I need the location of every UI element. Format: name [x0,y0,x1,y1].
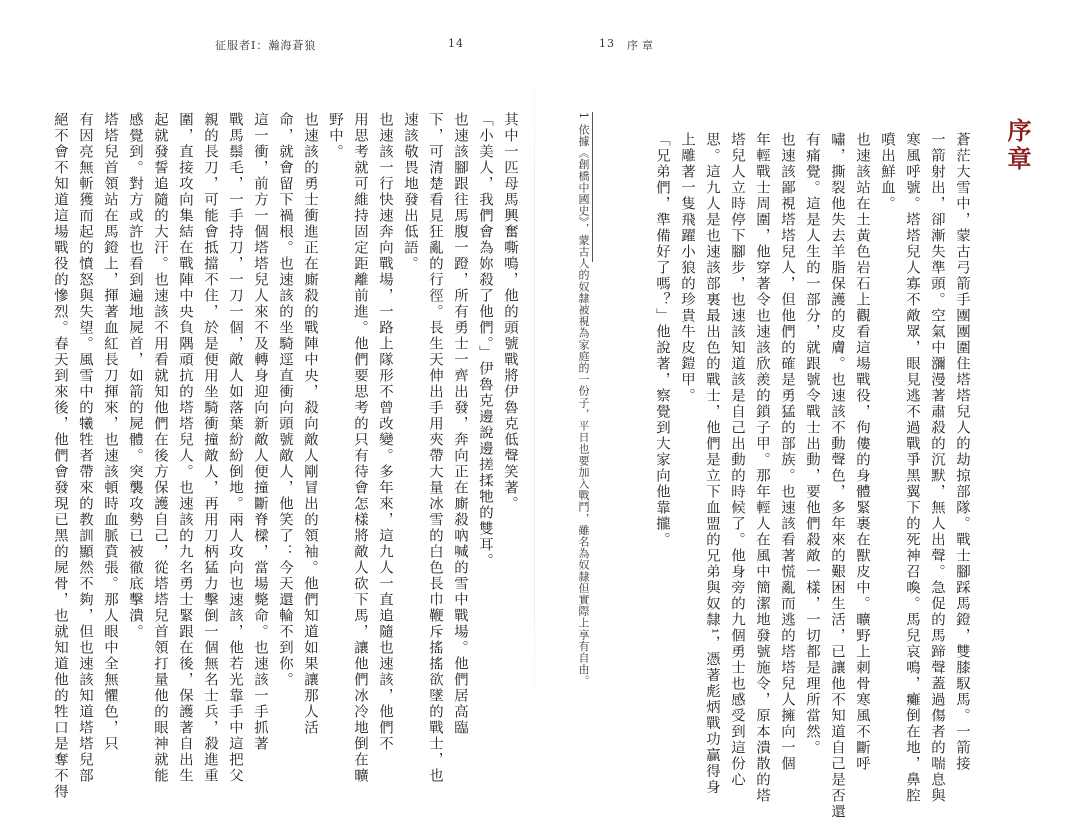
text-column: 有痛覺。這是人生的一部分，就跟號令戰士出動，要他們殺敵一樣，一切都是理所當然。 [804,132,820,756]
right-page [535,0,1070,820]
text-column: 起就發誓追隨的大汗。也速該不用看就知他們在後方保護自己，從塔塔兒首領打量他的眼神就能 [152,112,168,784]
text-column: 也速該的勇士衝進正在廝殺的戰陣中央，殺向敵人剛冒出的領袖。他們知道如果讓那人活 [302,112,318,736]
text-column: 命，就會留下禍根。也速該的坐騎逕直衝向頭號敵人，他笑了：今天還輪不到你。 [277,112,293,688]
text-column: 也速該站在土黃色岩石上觀看這場戰役，佝僂的身體緊裹在獸皮中。曠野上刺骨寒風不斷呼 [854,132,870,772]
text-column: 速該敬畏地發出低語。 [402,112,418,272]
text-column: 噴出鮮血。 [879,132,895,212]
text-column: 「兄弟們，準備好了嗎？」他說著，察覺到大家向他靠攏。 [654,132,670,548]
text-column: 也速該腳跟往馬腹一蹬，所有勇士一齊出發，奔向正在廝殺吶喊的雪中戰場。他們居高臨 [452,112,468,736]
text-column: 圍，直接攻向集結在戰陣中央負隅頑抗的塔塔兒人。也速該的九名勇士緊跟在後，保護著自出生 [177,112,193,784]
text-column: 絕不會不知道這場戰役的慘烈。春天到來後，他們會發現已黑的屍骨，也就知道他的牲口是奪不得 [52,112,68,800]
text-column: 這一衝，前方一個塔塔兒人來不及轉身迎向新敵人便撞斷脊樑，當場斃命。也速該一手抓著 [252,112,268,752]
text-column: 蒼茫大雪中，蒙古弓箭手團團圍住塔塔兒人的劫掠部隊。戰士腳踩馬鐙，雙膝馭馬。一箭接 [954,132,970,772]
text-column: 一箭射出，卻漸失準頭。空氣中瀰漫著肅殺的沉默，無人出聲。急促的馬蹄聲蓋過傷者的喘息與 [929,132,945,804]
text-column: 有因亮無斬獲而起的憤怒與失望。風雪中的犧牲者帶來的教訓顯然不夠，但也速該知道塔塔兒部 [77,112,93,784]
text-column: 野中。 [327,112,343,160]
text-column: 塔塔兒首領站在馬鐙上，揮著血紅長刀揮來，也速該頓時血脈賁張。那人眼中全無懼色，只 [102,112,118,752]
text-column: 上雕著一隻飛躍小狼的珍貴牛皮鎧甲。 [679,132,695,404]
text-column: 也速該一行快速奔向戰場，一路上隊形不曾改變。多年來，這九人一直追隨也速該，他們不 [377,112,393,752]
text-column: 親的長刀，可能會抵擋不住，於是便用坐騎衝撞敵人，再用刀柄猛力擊倒一個無名士兵，殺進重 [202,112,218,784]
right-page-body [537,132,974,820]
text-column: 寒風呼號。塔塔兒人寡不敵眾，眼見逃不過戰爭黑翼下的死神召喚。馬兒哀鳴，癱倒在地，鼻腔 [904,132,920,804]
text-column: 用思考就可維持固定距離前進。他們要思考的只有待會怎樣將敵人砍下馬，讓他們冰冷地倒在曠 [352,112,368,784]
footnote: 1 依據《創橋中國史》，蒙古人的奴隸被視為家庭的一份子，平日也要加入戰鬥，雖名為奴隸但實際上享有自由。 [577,112,590,687]
left-page [0,0,535,800]
text-column: 感覺到。對方或許也看到遍地屍首，如箭的屍體。突襲攻勢已被徹底擊潰。 [127,112,143,640]
page-number: 13 [599,37,615,50]
chapter-title: 序章 [1003,118,1032,174]
text-column: 思。這九人是也速該部裏最出色的戰士，他們是立下血盟的兄弟與奴隸¹，憑著彪炳戰功贏得身 [704,132,720,796]
text-column: 戰馬鬃毛，一手持刀，一刀一個，敵人如落葉紛紛倒地。兩人攻向也速該，他若光靠手中這把父 [227,112,243,784]
text-column: 「小美人，我們會為妳殺了他們。」伊魯克邊說邊搓揉牠的雙耳。 [477,112,493,569]
text-column: 年輕戰士周圍，他穿著令也速該欣羨的鎖子甲。那年輕人在風中簡潔地發號施令，原本潰散的塔 [754,132,770,804]
running-header-title: 序章 [627,39,657,52]
left-page-body [52,112,522,800]
text-column: 也速該鄙視塔塔兒人，但他們的確是勇猛的部族。也速該看著慌亂而逃的塔塔兒人擁向一個 [779,132,795,772]
page-number: 14 [448,37,464,50]
text-column: 其中一匹母馬興奮嘶鳴，他的頭號戰將伊魯克低聲笑著。 [502,112,518,512]
running-header-title: 征服者Ⅰ：瀚海蒼狼 [215,39,317,52]
text-column: 嘯，撕裂他失去羊脂保護的皮膚。也速該不動聲色，多年來的艱困生活，已讓他不知道自己是否還 [829,132,845,820]
text-column: 塔兒人立時停下腳步，也速該知道該是自己出動的時候了。他身旁的九個勇士也感受到這份心 [729,132,745,788]
text-column: 下，可清楚看見狂亂的行徑。長生天伸出手用夾帶大量冰雪的白色長巾鞭斥搖搖欲墜的戰士，也 [427,112,443,784]
